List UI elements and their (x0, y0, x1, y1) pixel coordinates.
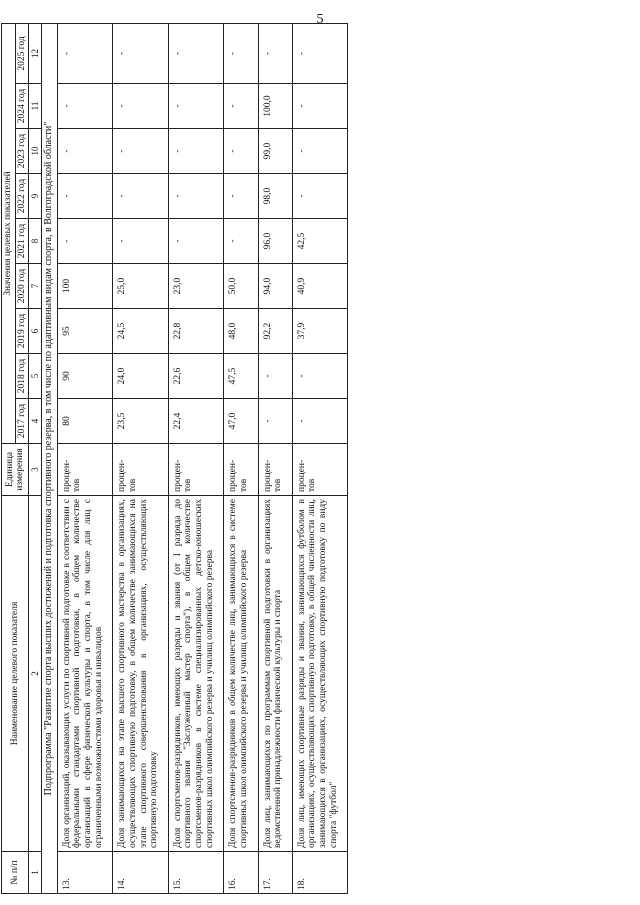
value-cell: - (258, 23, 292, 83)
unit-cell: процен-тов (57, 444, 113, 496)
value-cell: - (57, 84, 113, 129)
header-year: 2025 год (15, 23, 29, 83)
table-row (168, 23, 224, 893)
value-cell: - (258, 354, 292, 399)
column-number: 6 (29, 309, 42, 354)
header-year: 2018 год (15, 354, 29, 399)
row-number: 13. (57, 852, 113, 894)
value-cell: - (224, 219, 258, 264)
value-cell: 96,0 (258, 219, 292, 264)
column-number: 3 (29, 444, 42, 496)
value-cell: - (113, 23, 169, 83)
value-cell: 92,2 (258, 309, 292, 354)
value-cell: - (292, 129, 348, 174)
value-cell: 100 (57, 264, 113, 309)
value-cell: 94,0 (258, 264, 292, 309)
column-number: 8 (29, 219, 42, 264)
value-cell: - (224, 174, 258, 219)
value-cell: 47,0 (224, 399, 258, 444)
value-cell: 99,0 (258, 129, 292, 174)
indicator-name: Доля лиц, занимающихся по программам спортивной подготовки в организациях ведомственной принадлежности физической культуры и спорта (258, 496, 292, 852)
value-cell: - (57, 129, 113, 174)
indicator-name: Доля лиц, имеющих спортивные разряды и звания, занимающихся футболом в организациях, осуществляющих спортивную подготовку, в общей численности лиц, занимающихся в организациях, осуществляющих спортивную подготовку по виду спорта "футбол" (292, 496, 348, 852)
header-year: 2019 год (15, 309, 29, 354)
value-cell: 98,0 (258, 174, 292, 219)
column-number: 5 (29, 354, 42, 399)
unit-cell: процен-тов (292, 444, 348, 496)
indicator-name: Доля занимающихся на этапе высшего спортивного мастерства в организациях, осуществляющих спортивную подготовку, в общем количестве занимающихся на этапе спортивного совершенствования в организациях, осуществляющих спортивную подготовку (113, 496, 169, 852)
value-cell: - (113, 219, 169, 264)
row-number: 18. (292, 852, 348, 894)
indicator-name: Доля спортсменов-разрядников, имеющих разряды и звания (от I разряда до спортивного звания "Заслуженный мастер спорта"), в общем количестве спортсменов-разрядников в системе специализированных детско-юношеских спортивных школ олимпийского резерва и училищ олимпийского резерва (168, 496, 224, 852)
value-cell: 48,0 (224, 309, 258, 354)
page-number: 5 (316, 12, 324, 27)
column-number: 9 (29, 174, 42, 219)
value-cell: 95 (57, 309, 113, 354)
row-number: 14. (113, 852, 169, 894)
header-unit: Единица измерения (2, 444, 29, 496)
value-cell: - (168, 129, 224, 174)
value-cell: 22,8 (168, 309, 224, 354)
header-year: 2022 год (15, 174, 29, 219)
value-cell: 23,5 (113, 399, 169, 444)
value-cell: - (168, 219, 224, 264)
value-cell: - (57, 219, 113, 264)
value-cell: 80 (57, 399, 113, 444)
table-row (258, 23, 292, 893)
value-cell: - (113, 129, 169, 174)
unit-cell: процен-тов (168, 444, 224, 496)
unit-cell: процен-тов (258, 444, 292, 496)
value-cell: - (113, 174, 169, 219)
column-number: 10 (29, 129, 42, 174)
value-cell: - (292, 174, 348, 219)
value-cell: 22,6 (168, 354, 224, 399)
table-row (57, 23, 113, 893)
value-cell: 25,0 (113, 264, 169, 309)
value-cell: 90 (57, 354, 113, 399)
header-num: № п/п (2, 852, 29, 894)
subprogram-title: Подпрограмма "Развитие спорта высших достижений и подготовка спортивного резерва, в том числе по адаптивным видам спорта, в Волгоградской области" (42, 23, 58, 893)
header-year: 2020 год (15, 264, 29, 309)
value-cell: 22,4 (168, 399, 224, 444)
value-cell: - (168, 84, 224, 129)
value-cell: - (292, 84, 348, 129)
value-cell: 42,5 (292, 219, 348, 264)
row-number: 15. (168, 852, 224, 894)
column-number: 7 (29, 264, 42, 309)
table-row (292, 23, 348, 893)
unit-cell: процен-тов (113, 444, 169, 496)
row-number: 17. (258, 852, 292, 894)
header-year: 2017 год (15, 399, 29, 444)
table-row (224, 23, 258, 893)
value-cell: - (113, 84, 169, 129)
value-cell: - (292, 399, 348, 444)
unit-cell: процен-тов (224, 444, 258, 496)
target-indicators-table (1, 23, 348, 894)
column-number: 4 (29, 399, 42, 444)
value-cell: - (168, 174, 224, 219)
value-cell: 23,0 (168, 264, 224, 309)
value-cell: - (292, 354, 348, 399)
column-number: 2 (29, 496, 42, 852)
value-cell: - (224, 129, 258, 174)
header-values: Значения целевых показателей (2, 23, 16, 443)
column-number: 12 (29, 23, 42, 83)
header-year: 2023 год (15, 129, 29, 174)
header-name: Наименование целевого показателя (2, 496, 29, 852)
value-cell: 50,0 (224, 264, 258, 309)
value-cell: - (57, 174, 113, 219)
indicator-name: Доля спортсменов-разрядников в общем количестве лиц, занимающихся в системе спортивных школ олимпийского резерва и училищ олимпийского резерва (224, 496, 258, 852)
indicator-name: Доля организаций, оказывающих услуги по спортивной подготовке в соответствии с федеральными стандартами спортивной подготовки, в общем количестве организаций в сфере физической культуры и спорта, в том числе для лиц с ограниченными возможностями здоровья и инвалидов (57, 496, 113, 852)
row-number: 16. (224, 852, 258, 894)
value-cell: - (168, 23, 224, 83)
value-cell: 24,0 (113, 354, 169, 399)
value-cell: 37,9 (292, 309, 348, 354)
value-cell: 40,9 (292, 264, 348, 309)
value-cell: - (292, 23, 348, 83)
value-cell: - (224, 84, 258, 129)
value-cell: 24,5 (113, 309, 169, 354)
value-cell: - (224, 23, 258, 83)
header-year: 2024 год (15, 84, 29, 129)
column-number: 11 (29, 84, 42, 129)
column-number: 1 (29, 852, 42, 894)
value-cell: - (258, 399, 292, 444)
value-cell: 47,5 (224, 354, 258, 399)
header-year: 2021 год (15, 219, 29, 264)
rotated-table-container (1, 24, 637, 894)
value-cell: 100,0 (258, 84, 292, 129)
value-cell: - (57, 23, 113, 83)
table-row (113, 23, 169, 893)
